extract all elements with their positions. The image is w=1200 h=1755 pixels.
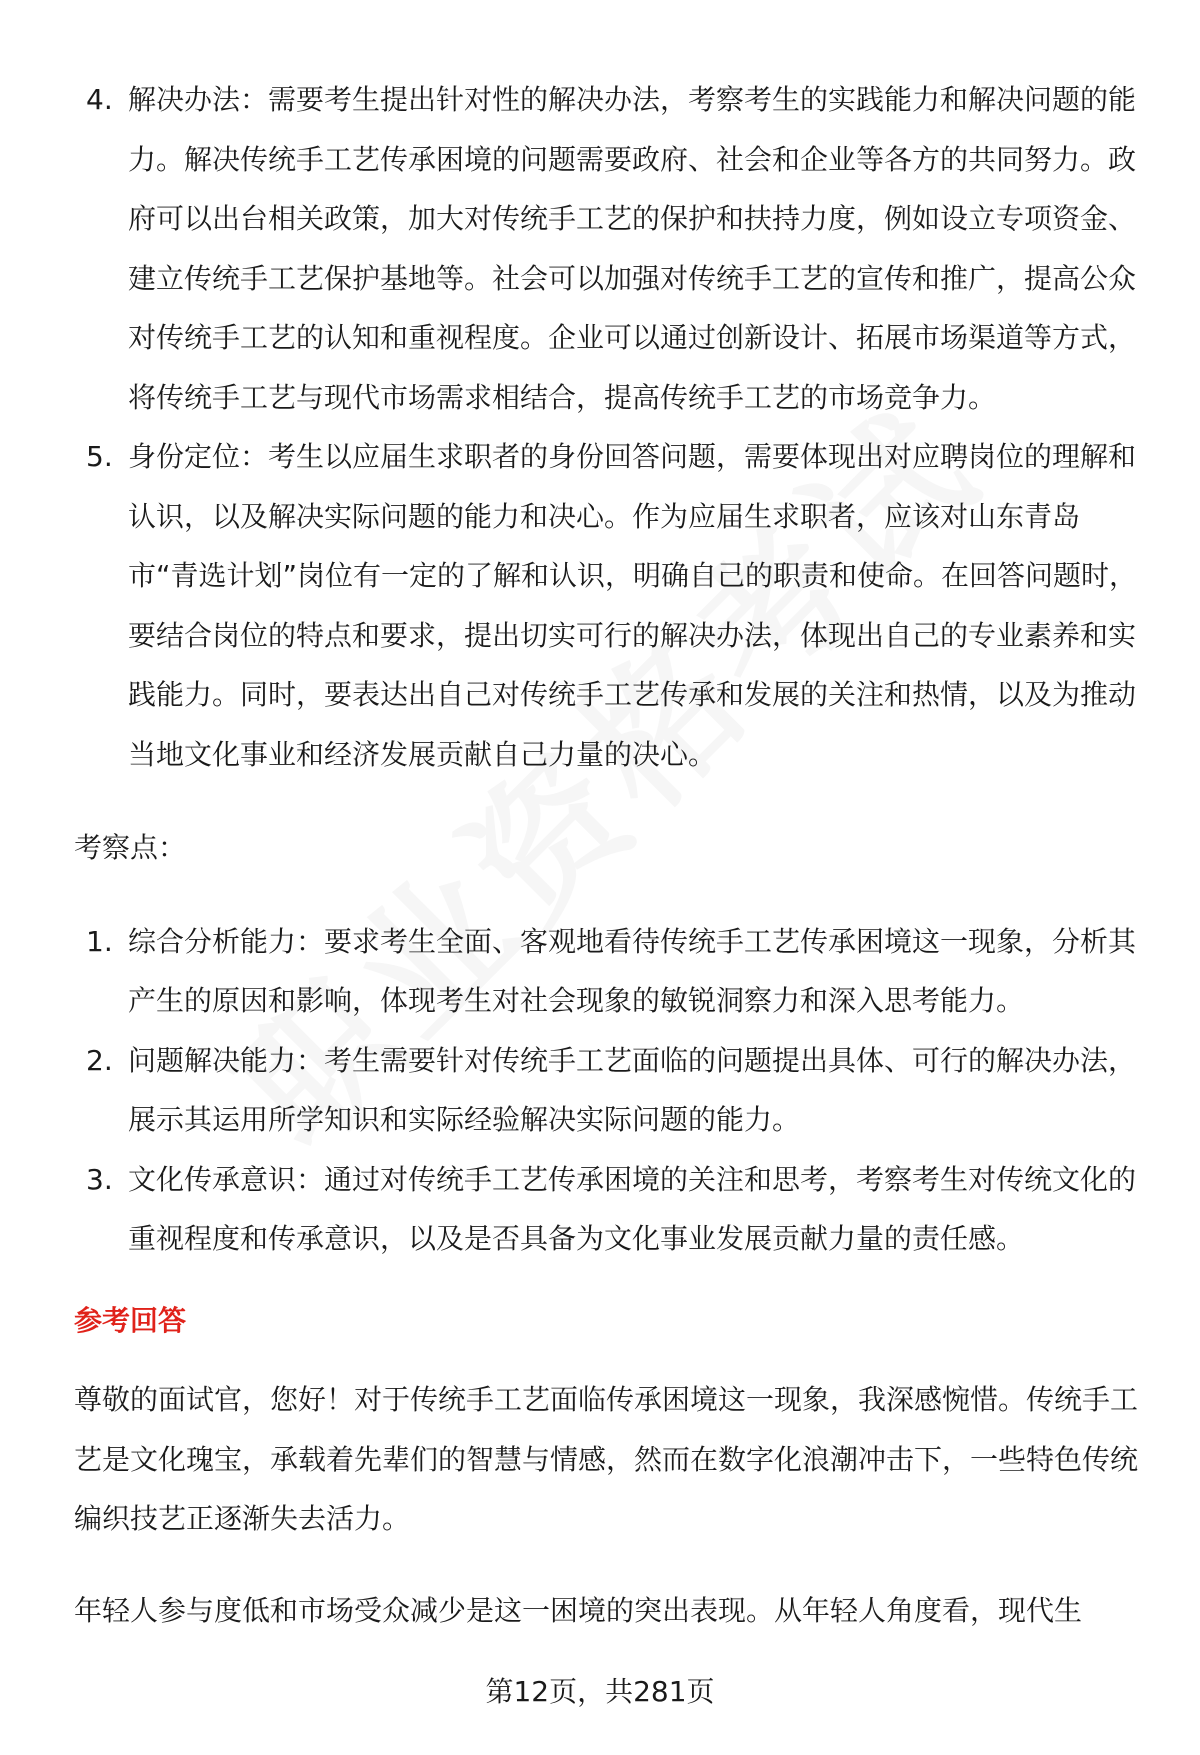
answer-paragraph: 年轻人参与度低和市场受众减少是这一困境的突出表现。从年轻人角度看，现代生 [74,1593,1083,1627]
list-item [74,1150,1144,1269]
inspection-list [74,912,1144,1269]
inspection-label: 考察点： [74,831,187,864]
list-item-text: 文化传承意识：通过对传统手工艺传承困境的关注和思考，考察考生对传统文化的重视程度和传承意识，以及是否具备为文化事业发展贡献力量的责任感。 [128,1162,1137,1255]
list-item-text: 解决办法：需要考生提出针对性的解决办法，考察考生的实践能力和解决问题的能力。解决传统手工艺传承困境的问题需要政府、社会和企业等各方的共同努力。政府可以出台相关政策，加大对传统手工艺的保护和扶持力度，例如设立专项资金、建立传统手工艺保护基地等。社会可以加强对传统手工艺的宣传和推广，提高公众对传统手工艺的认知和重视程度。企业可以通过创新设计、拓展市场渠道等方式，将传统手工艺与现代市场需求相结合，提高传统手工艺的市场竞争力。 [128,83,1137,414]
list-item-number: 4. [86,83,113,116]
list-item-number: 1. [86,924,113,958]
list-item-text: 问题解决能力：考生需要针对传统手工艺面临的问题提出具体、可行的解决办法，展示其运用所学知识和实际经验解决实际问题的能力。 [128,1043,1137,1136]
list-item [74,427,1144,784]
page-footer: 第12页，共281页 [485,1675,715,1708]
list-item [74,912,1144,1031]
top-numbered-list [74,70,1144,784]
list-item-number: 2. [86,1043,113,1077]
list-item-text: 综合分析能力：要求考生全面、客观地看待传统手工艺传承困境这一现象，分析其产生的原因和影响，体现考生对社会现象的敏锐洞察力和深入思考能力。 [128,924,1137,1017]
page-content [74,70,1144,1640]
list-item-text: 身份定位：考生以应届生求职者的身份回答问题，需要体现出对应聘岗位的理解和认识，以及解决实际问题的能力和决心。作为应届生求职者，应该对山东青岛市“青选计划”岗位有一定的了解和认识，明确自己的职责和使命。在回答问题时，要结合岗位的特点和要求，提出切实可行的解决办法，体现出自己的专业素养和实践能力。同时，要表达出自己对传统手工艺传承和发展的关注和热情，以及为推动当地文化事业和经济发展贡献自己力量的决心。 [128,440,1138,771]
list-item [74,70,1144,427]
list-item-number: 5. [86,440,113,473]
answer-paragraph: 尊敬的面试官，您好！对于传统手工艺面临传承困境这一现象，我深感惋惜。传统手工艺是文化瑰宝，承载着先辈们的智慧与情感，然而在数字化浪潮冲击下，一些特色传统编织技艺正逐渐失去活力。 [74,1383,1139,1535]
list-item-number: 3. [86,1162,113,1196]
answer-heading: 参考回答 [74,1303,187,1337]
list-item [74,1031,1144,1150]
